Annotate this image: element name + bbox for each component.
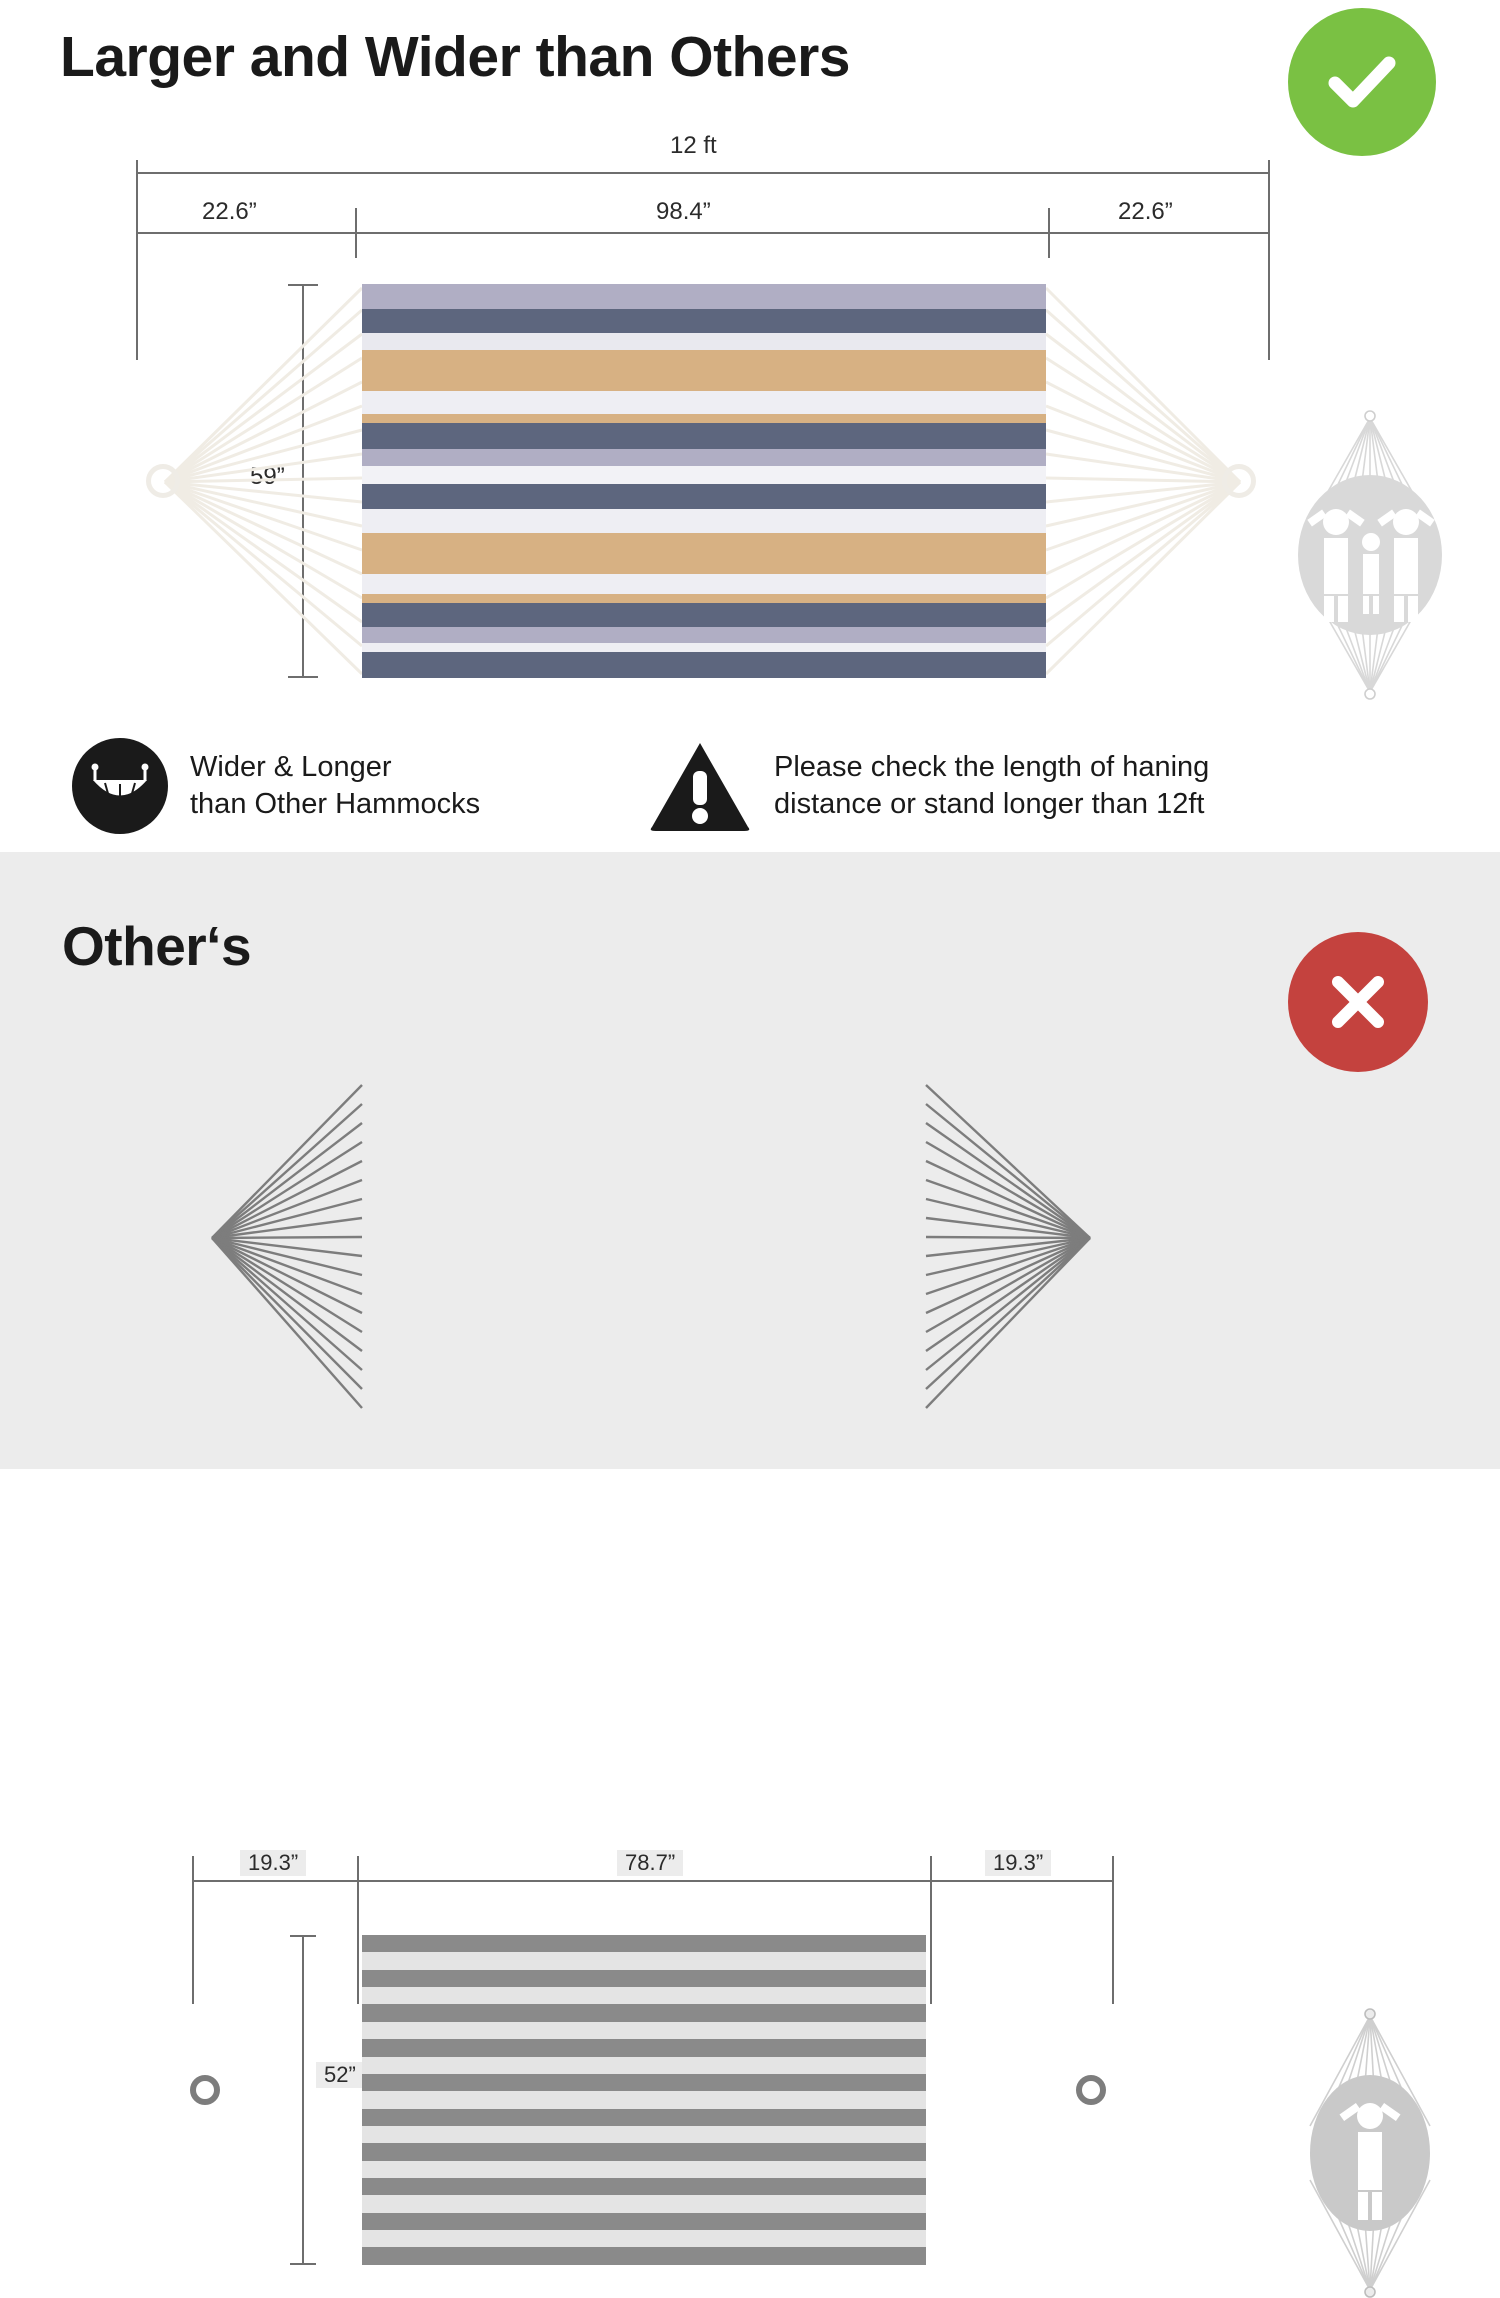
bottom-panel	[0, 852, 1500, 2087]
check-icon	[1317, 37, 1407, 127]
dim-tick-right-outer-bottom	[1112, 1856, 1114, 2004]
hammock-stripe	[362, 423, 1046, 448]
dim-tick-width-top-bottom	[290, 1935, 316, 1937]
dim-right-segment-label: 22.6”	[1108, 198, 1183, 226]
hammock-stripe	[362, 603, 1046, 627]
hammock-stripe	[362, 509, 1046, 533]
feature-warning-text	[774, 749, 1209, 823]
hammock-stripe	[362, 643, 1046, 653]
dim-line-width	[302, 284, 304, 678]
dim-tick-left-outer-bottom	[192, 1856, 194, 2004]
check-badge	[1288, 8, 1436, 156]
dim-tick-right-inner-bottom	[930, 1856, 932, 2004]
dim-tick-left-inner-bottom	[357, 1856, 359, 2004]
x-badge	[1288, 932, 1428, 1072]
dim-tick-width-bottom-bottom	[290, 2263, 316, 2265]
hammock-stripe	[362, 627, 1046, 643]
hammock-body-bottom	[362, 1935, 926, 2265]
hammock-stripe	[362, 2126, 926, 2143]
hammock-stripe	[362, 359, 1046, 391]
hammock-stripe	[362, 2039, 926, 2056]
hammock-glyph	[87, 763, 153, 809]
hammock-stripe	[362, 594, 1046, 603]
dim-left-segment-label: 22.6”	[192, 198, 267, 226]
hammock-ring-right-top	[1222, 464, 1256, 498]
hammock-stripe	[362, 1952, 926, 1969]
feature-line-1: Please check the length of haning	[774, 750, 1210, 783]
dim-center-segment-label-bottom: 78.7”	[617, 1850, 683, 1876]
warning-glyph	[648, 739, 752, 833]
hammock-stripe	[362, 2213, 926, 2230]
feature-line-2: than Other Hammocks	[190, 788, 481, 820]
hammock-stripe	[362, 284, 1046, 300]
hammock-body-top	[362, 284, 1046, 678]
hammock-stripe	[362, 2091, 926, 2108]
top-panel	[0, 0, 1500, 852]
dim-tick-left-outer	[136, 160, 138, 360]
dim-left-segment-label-bottom: 19.3”	[240, 1850, 306, 1876]
hammock-stripe	[362, 542, 1046, 574]
feature-line-1: Wider & Longer	[190, 750, 392, 783]
hammock-stripe	[362, 533, 1046, 542]
hammock-stripe	[362, 2230, 926, 2247]
three-people-hammock-icon	[1290, 410, 1450, 700]
dim-right-segment-label-bottom: 19.3”	[985, 1850, 1051, 1876]
hammock-stripe	[362, 449, 1046, 467]
dim-line-total	[136, 172, 1270, 174]
dim-total-label: 12 ft	[660, 132, 727, 160]
feature-wider-longer	[72, 738, 480, 834]
x-icon	[1318, 962, 1398, 1042]
hammock-stripe	[362, 2109, 926, 2126]
page-title: Larger and Wider than Others	[60, 25, 850, 89]
dim-width-label-bottom: 52”	[316, 2062, 364, 2088]
hammock-stripe	[362, 2074, 926, 2091]
hammock-stripe	[362, 414, 1046, 423]
dim-center-segment-label: 98.4”	[646, 198, 721, 226]
hammock-ring-left-bottom	[190, 2075, 220, 2105]
hammock-stripe	[362, 2143, 926, 2160]
hammock-stripe	[362, 2004, 926, 2021]
hammock-stripe	[362, 391, 1046, 415]
hammock-icon	[72, 738, 168, 834]
dim-line-width-bottom	[302, 1935, 304, 2265]
hammock-stripe	[362, 350, 1046, 359]
hammock-stripe	[362, 333, 1046, 351]
dim-line-segments-bottom	[192, 1880, 1114, 1882]
hammock-stripe	[362, 1970, 926, 1987]
dim-tick-width-top	[288, 284, 318, 286]
feature-wider-longer-text	[190, 749, 480, 823]
dim-tick-width-bottom	[288, 676, 318, 678]
hammock-stripe	[362, 309, 1046, 333]
hammock-ring-left-top	[146, 464, 180, 498]
hammock-stripe	[362, 2178, 926, 2195]
hammock-stripe	[362, 1935, 926, 1952]
dim-tick-left-inner	[355, 208, 357, 258]
hammock-stripe	[362, 2161, 926, 2178]
hammock-ring-right-bottom	[1076, 2075, 1106, 2105]
hammock-stripe	[362, 1987, 926, 2004]
hammock-stripe	[362, 484, 1046, 509]
warning-icon	[648, 738, 752, 834]
dim-tick-right-outer	[1268, 160, 1270, 360]
hammock-stripe	[362, 466, 1046, 484]
hammock-stripe	[362, 2057, 926, 2074]
one-person-hammock-icon	[1290, 2008, 1450, 2298]
hammock-stripe	[362, 2022, 926, 2039]
feature-warning	[648, 738, 1209, 834]
dim-line-segments	[136, 232, 1270, 234]
dim-width-label: 59”	[240, 463, 295, 491]
hammock-stripe	[362, 300, 1046, 309]
dim-tick-right-inner	[1048, 208, 1050, 258]
hammock-stripe	[362, 2247, 926, 2264]
page-subtitle: Other‘s	[62, 915, 252, 977]
hammock-stripe	[362, 574, 1046, 595]
feature-line-2: distance or stand longer than 12ft	[774, 788, 1205, 820]
hammock-stripe	[362, 652, 1046, 677]
hammock-stripe	[362, 2195, 926, 2212]
